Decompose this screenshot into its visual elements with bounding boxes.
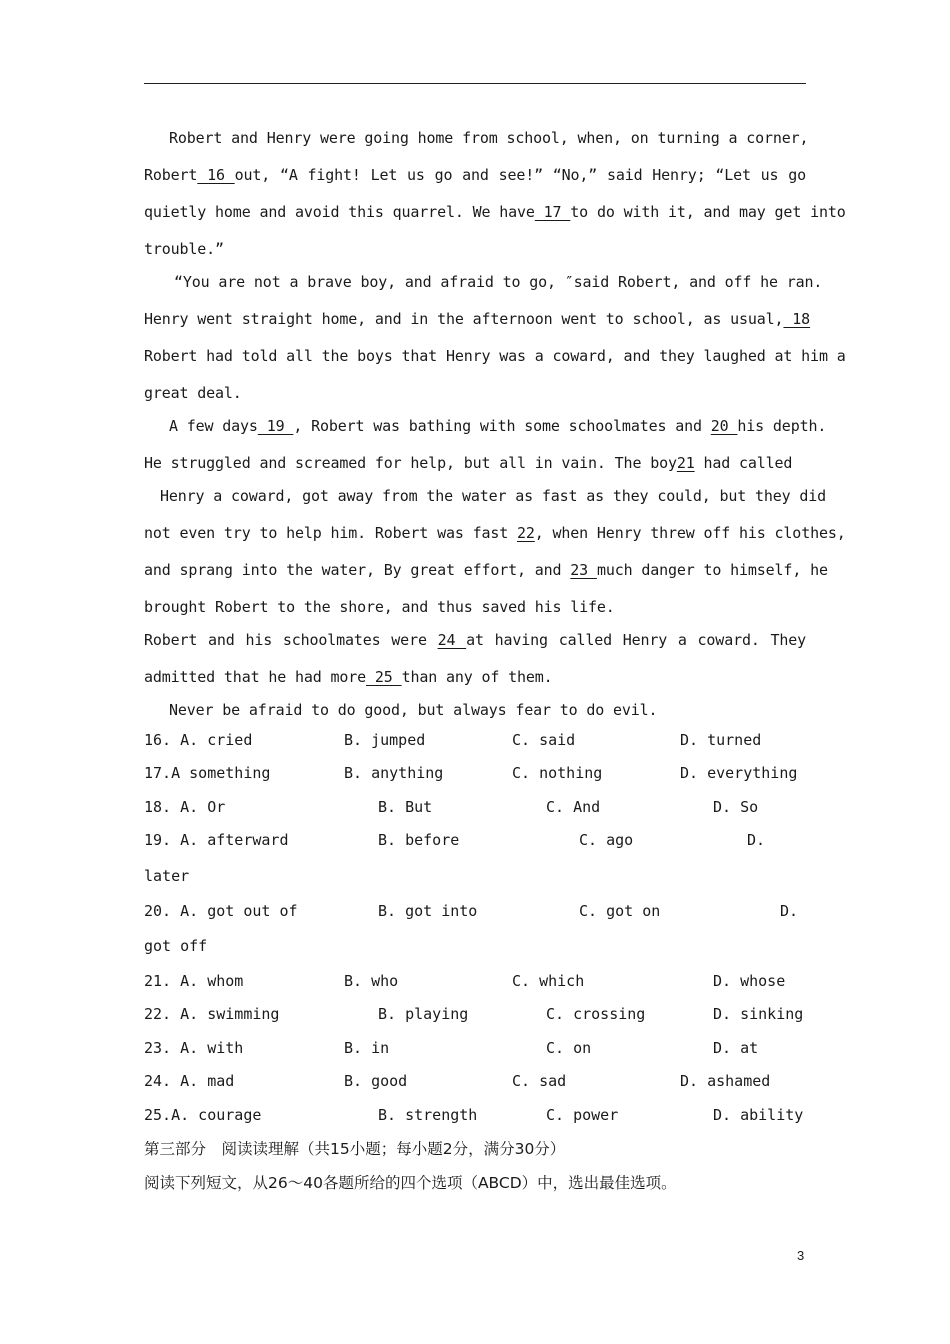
text-run: Robert had told all the boys that Henry was a coward, and they laughed at him a	[144, 347, 846, 365]
text-run: brought Robert to the shore, and thus saved his life.	[144, 598, 615, 616]
text-line	[144, 157, 806, 194]
option-c: C. got on	[579, 901, 661, 920]
question-23	[144, 1032, 806, 1065]
text-run: his depth.	[737, 417, 827, 435]
question-24	[144, 1065, 806, 1098]
header-rule	[144, 83, 806, 84]
text-line	[144, 338, 846, 375]
text-run: quietly home and avoid this quarrel. We have	[144, 203, 535, 221]
option-c: C. power	[546, 1105, 619, 1124]
option-b: B. in	[344, 1038, 390, 1057]
option-a: 23. A. with	[144, 1038, 244, 1057]
option-d: D. sinking	[713, 1005, 804, 1024]
text-run: , Robert was bathing with some schoolmates and	[293, 417, 711, 435]
blank-23: 23	[570, 561, 597, 579]
text-run: He struggled and screamed for help, but all in vain. The boy	[144, 454, 677, 472]
option-b: B. anything	[344, 764, 444, 783]
option-a: 21. A. whom	[144, 971, 244, 990]
option-a: 19. A. afterward	[144, 831, 289, 850]
text-run: admitted that he had more	[144, 668, 367, 686]
text-run: not even try to help him. Robert was fast	[144, 524, 517, 542]
text-run: out, “A fight! Let us go and see!” “No,” said Henry; “Let us go	[234, 166, 806, 184]
text-line	[144, 589, 806, 626]
blank-24: 24	[437, 631, 467, 649]
blank-21: 21	[676, 454, 695, 472]
section-3-instruction: 阅读下列短文，从26～40各题所给的四个选项（ABCD）中，选出最佳选项。	[144, 1173, 677, 1192]
option-c: C. on	[546, 1038, 592, 1057]
option-d: D. So	[713, 797, 759, 816]
blank-20: 20	[710, 417, 738, 435]
option-d-wrap: got off	[144, 936, 208, 955]
question-21	[144, 965, 806, 998]
text-run: “You are not a brave boy, and afraid to go, ″said Robert, and off he ran.	[174, 273, 823, 291]
option-a: 16. A. cried	[144, 731, 253, 749]
text-run: Robert	[144, 166, 198, 184]
paragraph-2	[144, 264, 846, 412]
option-a: 24. A. mad	[144, 1072, 235, 1091]
section-3-title: 第三部分 阅读读理解（共15小题；每小题2分，满分30分）	[144, 1139, 566, 1158]
question-20	[144, 895, 806, 928]
option-a: 20. A. got out of	[144, 901, 298, 920]
text-line	[144, 659, 806, 696]
text-line	[144, 408, 827, 445]
option-c: C. ago	[579, 831, 634, 850]
option-a: 25.A. courage	[144, 1105, 262, 1124]
blank-22: 22	[517, 524, 535, 542]
page-number: 3	[797, 1248, 805, 1263]
text-run: much danger to himself, he	[596, 561, 828, 579]
question-20-wrap	[144, 928, 806, 965]
text-line	[144, 375, 806, 412]
blank-18: 18	[783, 310, 811, 328]
option-c: C. crossing	[546, 1005, 646, 1024]
question-18	[144, 791, 806, 824]
text-run: A few days	[169, 417, 258, 435]
option-d: D. turned	[680, 731, 762, 749]
text-line	[144, 231, 806, 268]
option-a: 18. A. Or	[144, 797, 226, 816]
text-run: great deal.	[144, 384, 242, 402]
text-run: Never be afraid to do good, but always fear to do evil.	[169, 701, 658, 719]
option-c: C. which	[512, 971, 585, 990]
text-run: Henry went straight home, and in the afternoon went to school, as usual,	[144, 310, 784, 328]
option-b: B. got into	[378, 901, 478, 920]
text-line	[144, 120, 809, 157]
paragraph-1	[144, 120, 846, 268]
option-c: C. said	[512, 731, 576, 749]
option-d: D. ashamed	[680, 1072, 771, 1091]
paragraph-3	[144, 408, 846, 626]
option-c: C. And	[546, 797, 601, 816]
option-b: B. before	[378, 831, 460, 850]
blank-16: 16	[197, 166, 235, 184]
option-d: D. whose	[713, 971, 786, 990]
option-d: D.	[747, 831, 766, 850]
option-d: D. at	[713, 1038, 759, 1057]
page-content	[144, 120, 846, 1200]
text-run: at having called Henry a coward. They	[466, 631, 806, 649]
blank-17: 17	[534, 203, 571, 221]
text-run: Robert and his schoolmates were	[144, 631, 438, 649]
option-b: B. who	[344, 971, 399, 990]
text-line	[144, 445, 806, 482]
text-line	[144, 552, 828, 589]
text-run: had called	[694, 454, 793, 472]
option-d-wrap: later	[144, 866, 190, 885]
question-17	[144, 757, 806, 790]
option-b: B. strength	[378, 1105, 478, 1124]
text-line	[144, 515, 846, 552]
question-25	[144, 1099, 806, 1132]
text-run: Robert and Henry were going home from school, when, on turning a corner,	[169, 129, 809, 147]
option-d: D.	[780, 901, 799, 920]
text-run: Henry a coward, got away from the water as fast as they could, but they did	[160, 487, 827, 505]
options-list	[144, 724, 806, 1132]
blank-25: 25	[366, 668, 402, 686]
question-19-wrap	[144, 858, 806, 895]
paragraph-4	[144, 622, 806, 696]
text-line	[144, 264, 823, 301]
text-run: trouble.”	[144, 240, 224, 258]
option-a: 22. A. swimming	[144, 1005, 280, 1024]
option-b: B. playing	[378, 1005, 469, 1024]
text-line	[144, 301, 811, 338]
text-run: than any of them.	[401, 668, 553, 686]
question-19	[144, 824, 806, 857]
text-run: to do with it, and may get into	[570, 203, 846, 221]
blank-19: 19	[257, 417, 294, 435]
question-16	[144, 724, 806, 757]
text-line	[144, 194, 846, 231]
option-d: D. everything	[680, 764, 798, 783]
option-b: B. But	[378, 797, 433, 816]
option-c: C. nothing	[512, 764, 603, 783]
text-line	[144, 622, 806, 659]
option-c: C. sad	[512, 1072, 567, 1091]
text-line	[144, 478, 827, 515]
option-b: B. good	[344, 1072, 408, 1091]
option-b: B. jumped	[344, 731, 426, 749]
option-d: D. ability	[713, 1105, 804, 1124]
text-run: , when Henry threw off his clothes,	[534, 524, 846, 542]
text-run: and sprang into the water, By great effort, and	[144, 561, 571, 579]
option-a: 17.A something	[144, 764, 271, 783]
question-22	[144, 998, 806, 1031]
